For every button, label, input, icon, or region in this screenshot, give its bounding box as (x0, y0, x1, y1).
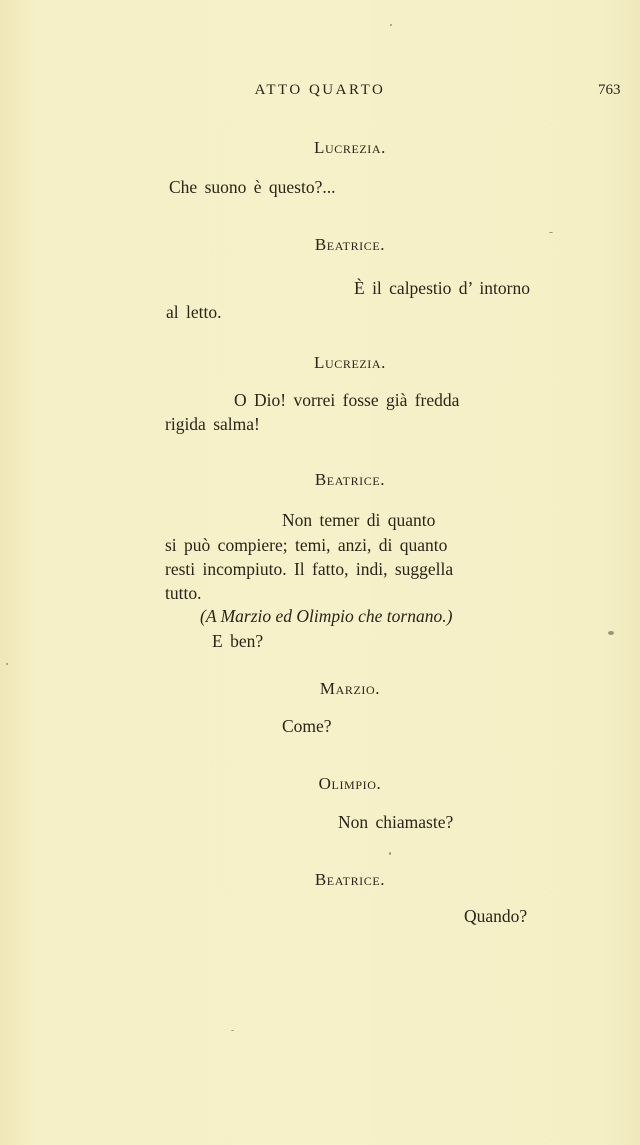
verse-line: E ben? (212, 631, 264, 651)
paper-speck (608, 631, 614, 635)
verse-line: al letto. (166, 302, 222, 322)
verse-line: si può compiere; temi, anzi, di quanto (165, 535, 448, 555)
verse-line: resti incompiuto. Il fatto, indi, suggella (165, 559, 454, 579)
stage-direction (200, 606, 452, 627)
paper-speck (390, 24, 392, 26)
paper-speck (6, 663, 8, 665)
verse-line: È il calpestio d’ intorno (354, 278, 530, 298)
stage-direction-text: (A Marzio ed Olimpio che tornano.) (200, 606, 453, 626)
verse-line: tutto. (165, 583, 202, 603)
speaker-name: Lucrezia. (313, 138, 387, 157)
speaker-name: Beatrice. (314, 235, 386, 254)
page-number: 763 (598, 82, 621, 98)
verse-line: O Dio! vorrei fosse già fredda (234, 390, 460, 410)
paper-speck (389, 852, 391, 855)
verse-line: rigida salma! (165, 414, 260, 434)
paper-speck (231, 1030, 234, 1031)
verse-line: Non chiamaste? (338, 812, 454, 832)
verse-line: Non temer di quanto (282, 510, 436, 530)
running-header: ATTO QUARTO (254, 82, 386, 98)
paper-speck (549, 232, 553, 233)
speaker-name: Marzio. (319, 679, 381, 698)
speaker-name: Beatrice. (314, 870, 386, 889)
verse-line: Che suono è questo?... (169, 177, 336, 197)
speaker-name: Beatrice. (314, 470, 386, 489)
verse-line: Come? (282, 716, 332, 736)
speaker-name: Lucrezia. (313, 353, 387, 372)
speaker-name: Olimpio. (318, 774, 382, 793)
verse-line: Quando? (464, 906, 528, 926)
